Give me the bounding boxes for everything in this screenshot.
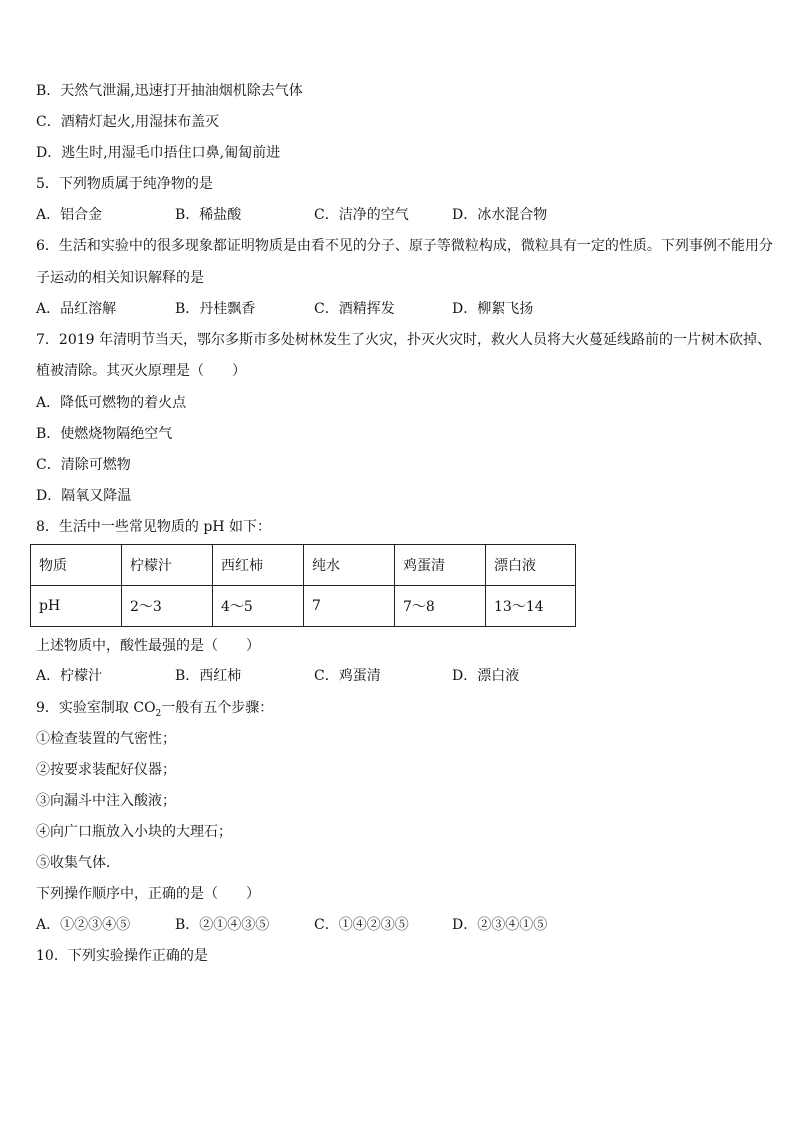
table-row (31, 586, 576, 627)
q7-option-d: D．隔氧又降温 (36, 488, 132, 504)
q8-question: 上述物质中，酸性最强的是（ ） (36, 638, 260, 654)
table-cell: 西红柿 (213, 545, 304, 586)
q9-question: 下列操作顺序中，正确的是（ ） (36, 886, 260, 902)
table-cell: 7 (304, 586, 395, 627)
q7-stem-line1: 7．2019 年清明节当天，鄂尔多斯市多处树林发生了火灾，扑灭火灾时，救火人员将大火蔓延线路前的一片树木砍掉、 (36, 332, 771, 348)
table-row (31, 545, 576, 586)
q9-option-d: D．②③④①⑤ (452, 917, 548, 933)
q9-step-2: ②按要求装配好仪器； (36, 762, 176, 778)
q6-option-a: A．品红溶解 (36, 301, 117, 317)
table-cell: 物质 (31, 545, 122, 586)
q9-stem (36, 698, 273, 724)
q5-option-a: A．铝合金 (36, 207, 103, 223)
q8-stem: 8．生活中一些常见物质的 pH 如下： (36, 519, 271, 535)
q6-option-d: D．柳絮飞扬 (452, 301, 534, 317)
table-cell: 鸡蛋清 (395, 545, 486, 586)
q9-stem-pre: 9．实验室制取 CO (36, 700, 156, 716)
q9-option-c: C．①④②③⑤ (314, 917, 409, 933)
q4-option-d: D．逃生时,用湿毛巾捂住口鼻,匍匐前进 (36, 145, 281, 161)
table-cell: pH (31, 586, 122, 627)
q6-option-c: C．酒精挥发 (314, 301, 395, 317)
ph-table (30, 544, 576, 627)
q10-stem: 10．下列实验操作正确的是 (36, 948, 208, 964)
q9-step-5: ⑤收集气体． (36, 855, 120, 871)
table-cell: 13～14 (486, 586, 576, 627)
table-cell: 柠檬汁 (122, 545, 213, 586)
q9-stem-post: 一般有五个步骤： (161, 700, 274, 716)
q7-option-a: A．降低可燃物的着火点 (36, 395, 187, 411)
q8-option-d: D．漂白液 (452, 668, 520, 684)
q6-stem-line1: 6．生活和实验中的很多现象都证明物质是由看不见的分子、原子等微粒构成，微粒具有一定的性质。下列事例不能用分 (36, 238, 773, 254)
q9-option-a: A．①②③④⑤ (36, 917, 131, 933)
table-cell: 7～8 (395, 586, 486, 627)
q7-option-c: C．清除可燃物 (36, 457, 131, 473)
q5-stem: 5．下列物质属于纯净物的是 (36, 176, 213, 192)
q8-option-a: A．柠檬汁 (36, 668, 103, 684)
q4-option-c: C．酒精灯起火,用湿抹布盖灭 (36, 114, 220, 130)
table-cell: 4～5 (213, 586, 304, 627)
q9-stem-subscript: 2 (155, 708, 162, 719)
q9-option-b: B．②①④③⑤ (175, 917, 270, 933)
q7-stem-line2: 植被清除。其灭火原理是（ ） (36, 363, 246, 379)
q9-step-3: ③向漏斗中注入酸液； (36, 793, 176, 809)
q5-option-d: D．冰水混合物 (452, 207, 548, 223)
q5-option-c: C．洁净的空气 (314, 207, 409, 223)
q8-option-c: C．鸡蛋清 (314, 668, 381, 684)
table-cell: 2～3 (122, 586, 213, 627)
table-cell: 漂白液 (486, 545, 576, 586)
q5-option-b: B．稀盐酸 (175, 207, 242, 223)
table-cell: 纯水 (304, 545, 395, 586)
q7-option-b: B．使燃烧物隔绝空气 (36, 426, 173, 442)
q6-option-b: B．丹桂飘香 (175, 301, 256, 317)
q6-stem-line2: 子运动的相关知识解释的是 (36, 270, 204, 286)
q9-step-4: ④向广口瓶放入小块的大理石； (36, 824, 232, 840)
q8-option-b: B．西红柿 (175, 668, 242, 684)
q9-step-1: ①检查装置的气密性； (36, 731, 176, 747)
q4-option-b: B．天然气泄漏,迅速打开抽油烟机除去气体 (36, 83, 303, 99)
